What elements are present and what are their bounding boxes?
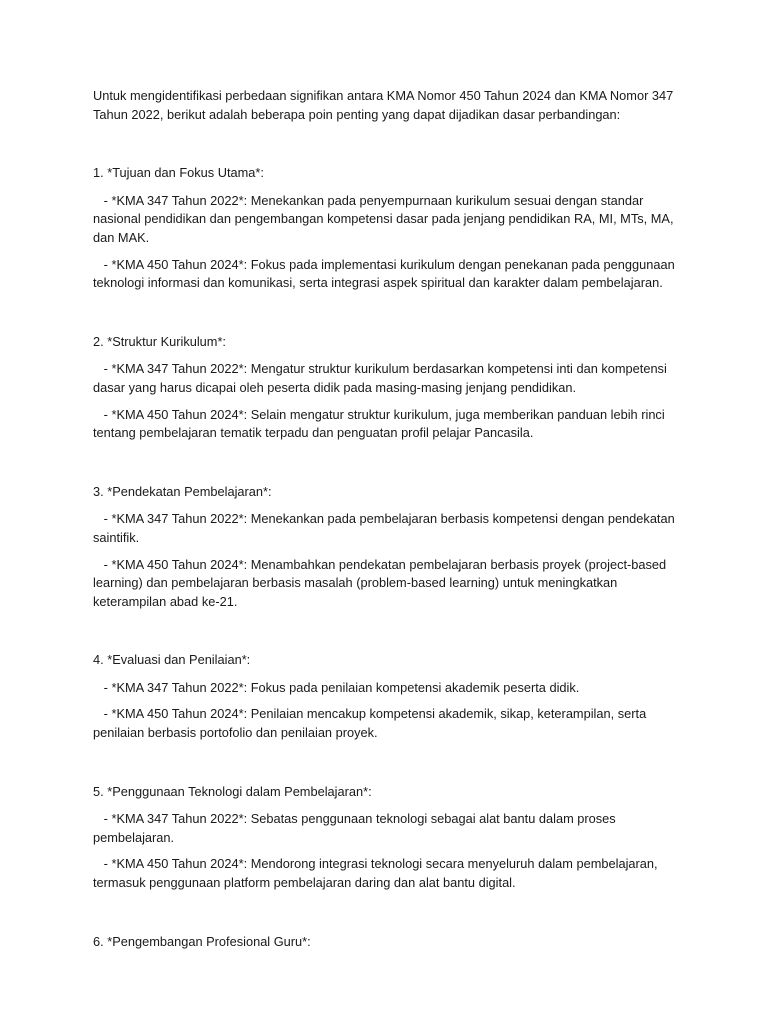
intro-paragraph: Untuk mengidentifikasi perbedaan signifikan antara KMA Nomor 450 Tahun 2024 dan KMA Nomor 347 Tahun 2022, berikut adalah beberapa poin penting yang dapat dijadikan dasar perbandingan:: [93, 88, 674, 122]
comparison-item: - *KMA 347 Tahun 2022*: Menekankan pada pembelajaran berbasis kompetensi dengan pendekatan saintifik.: [93, 511, 679, 545]
section-heading: 3. *Pendekatan Pembelajaran*:: [93, 483, 272, 499]
comparison-item: - *KMA 450 Tahun 2024*: Selain mengatur struktur kurikulum, juga memberikan panduan lebih rinci tentang pembelajaran tematik terpadu dan penguatan profil pelajar Pancasila.: [93, 406, 669, 441]
comparison-item: - *KMA 347 Tahun 2022*: Mengatur struktur kurikulum berdasarkan kompetensi inti dan kompetensi dasar yang harus dicapai oleh peserta didik pada masing-masing jenjang pendidikan.: [93, 361, 671, 395]
comparison-item: - *KMA 347 Tahun 2022*: Menekankan pada penyempurnaan kurikulum sesuai dengan standar nasional pendidikan dan pengembangan kompetensi dasar pada jenjang pendidikan RA, MI, MTs, MA, dan MAK.: [93, 192, 678, 245]
section-2: [93, 333, 683, 443]
comparison-item: - *KMA 450 Tahun 2024*: Mendorong integrasi teknologi secara menyeluruh dalam pembelajaran, termasuk penggunaan platform pembelajaran daring dan alat bantu digital.: [93, 856, 662, 891]
section-heading: 2. *Struktur Kurikulum*:: [93, 333, 226, 349]
section-1: [93, 164, 683, 293]
comparison-item: - *KMA 450 Tahun 2024*: Menambahkan pendekatan pembelajaran berbasis proyek (project-based learning) dan pembelajaran berbasis masalah (problem-based learning) untuk meningkatkan keterampilan abad ke-21.: [93, 556, 670, 609]
section-5: [93, 783, 683, 893]
document-page: [93, 87, 683, 991]
section-heading: 1. *Tujuan dan Fokus Utama*:: [93, 165, 264, 181]
comparison-item: - *KMA 347 Tahun 2022*: Sebatas penggunaan teknologi sebagai alat bantu dalam proses pembelajaran.: [93, 811, 620, 845]
section-6: [93, 933, 683, 952]
section-3: [93, 483, 683, 612]
comparison-item: - *KMA 450 Tahun 2024*: Fokus pada implementasi kurikulum dengan penekanan pada penggunaan teknologi informasi dan komunikasi, serta integrasi aspek spiritual dan karakter dalam pembelajaran.: [93, 256, 679, 291]
section-heading: 6. *Pengembangan Profesional Guru*:: [93, 933, 311, 949]
section-heading: 4. *Evaluasi dan Penilaian*:: [93, 652, 251, 668]
comparison-item: - *KMA 450 Tahun 2024*: Penilaian mencakup kompetensi akademik, sikap, keterampilan, serta penilaian berbasis portofolio dan penilaian proyek.: [93, 706, 650, 741]
section-heading: 5. *Penggunaan Teknologi dalam Pembelajaran*:: [93, 783, 372, 799]
section-4: [93, 651, 683, 742]
comparison-item: - *KMA 347 Tahun 2022*: Fokus pada penilaian kompetensi akademik peserta didik.: [93, 679, 580, 695]
